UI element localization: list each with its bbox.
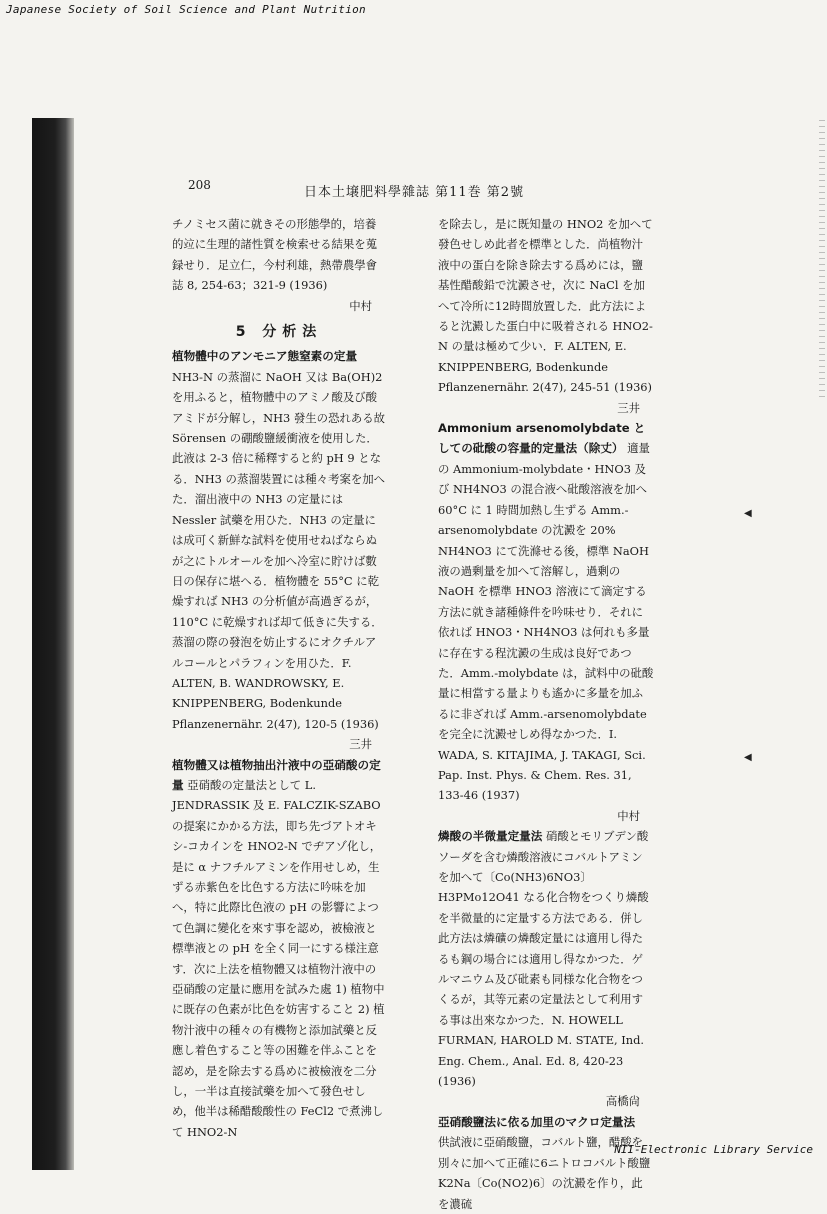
author-initial: 中村: [617, 808, 640, 823]
article-potassium: [438, 1112, 654, 1214]
author-initial: 高橋尙: [605, 1094, 640, 1109]
left-column: [172, 214, 386, 1142]
scan-shadow-edge: [32, 118, 74, 1170]
margin-arrow-icon: ◀: [744, 508, 752, 519]
article-heading: 植物體中のアンモニア態窒素の定量: [172, 349, 358, 364]
article-body: 供試液に亞硝酸鹽，コバルト鹽，醋酸を別々に加へて正確に6ニトロコバルト酸鹽 K2Na〔Co(NO2)6〕の沈澱を作り，此を濃硫: [438, 1135, 651, 1211]
continuation-paragraph: [172, 214, 386, 316]
margin-arrow-icon: ◀: [744, 752, 752, 763]
archive-banner: Japanese Society of Soil Science and Plant Nutrition: [6, 3, 366, 16]
right-column: [438, 214, 654, 1214]
article-body: 適量の Ammonium-molybdate・HNO3 及び NH4NO3 の混合液へ砒酸溶液を加へ 60°C に 1 時間加熱し生ずる Amm.-arsenomolybdate の沈澱を 20% NH4NO3 にて洗滌せる後，標準 NaOH 液の過剰量を加へて溶解し，過剰の NaOH を標準 HNO3 溶液にて滴定する方法に就き諸種條件を吟味せり．それに依れば HNO3・NH4NO3 は何れも多量に存在する程沈澱の生成は良好であつた．Amm.-molybdate は，試料中の砒酸量に相當する量よりも遙かに多量を加ふるに非ざれば Amm.-arsenomolybdate を完全に沈澱せしめ得なかつた．I. WADA, S. KITAJIMA, J. TAKAGI, Sci. Pap. Inst. Phys. & Chem. Res. 31, 133-46 (1937): [438, 441, 654, 803]
author-initial: 中村: [349, 298, 372, 313]
article-ammonia: [172, 346, 386, 754]
article-heading: Ammonium arsenomolybdate としての砒酸の容量的定量法（除丈）: [438, 421, 646, 456]
article-arsenate: [438, 418, 654, 826]
section-title: 5 分析法: [235, 324, 323, 341]
article-heading: 燐酸の半微量定量法: [438, 829, 543, 844]
article-phosphate: [438, 826, 654, 1112]
running-head: 日本土壌肥料學雜誌 第11巻 第2號: [304, 185, 525, 200]
library-banner: NII-Electronic Library Service: [614, 1143, 813, 1156]
article-heading: 亞硝酸鹽法に依る加里のマクロ定量法: [438, 1114, 636, 1129]
article-body: NH3-N の蒸溜に NaOH 又は Ba(OH)2 を用ふると，植物體中のアミノ酸及び酸アミドが分解し，NH3 發生の恐れある故 Sörensen の硼酸鹽緩衝液を使用した．此液は 2-3 倍に稀釋すると約 pH 9 となる．NH3 の蒸溜裝置には種々考案を加へた．溜出液中の NH3 の定量には Nessler 試藥を用ひた．NH3 の定量には成可く新鮮な試料を使用せねばならぬが之にトルオールを加へ冷室に貯けば數日の保存に堪へる．植物體を 55°C に乾燥すれば NH3 の分析値が高過ぎるが，110°C に乾燥すれば却て低きに失する．蒸溜の際の發泡を妨止するにオクチルアルコールとパラフィンを用ひた．F. ALTEN, B. WANDROWSKY, E. KNIPPENBERG, Bodenkunde Pflanzenernähr. 2(47), 120-5 (1936): [172, 369, 386, 731]
article-body: 亞硝酸の定量法として L. JENDRASSIK 及 E. FALCZIK-SZABO の提案にかかる方法，即ち先づアトオキシ-コカインを HNO2-N でヂアゾ化し，是に α ナフチルアミンを作用せしめ，生ずる赤紫色を比色する方法に吟味を加へ，特に此際比色液の pH の影響によつて色調に變化を來す事を認め，被檢液と標準液との pH を全く同一にする様注意す．次に上法を植物體又は植物汁液中の亞硝酸の定量に應用を試みた處 1) 植物中に既存の色素が比色を妨害すること 2) 植物汁液中の種々の有機物と添加試藥と反應し着色すること等の困難を伴ふことを認め，是を除去する爲めに被檢液を二分し，一半は直接試藥を加へて發色せしめ，他半は稀醋酸酸性の FeCl2 で煮沸して HNO2-N: [172, 777, 385, 1139]
article-nitrite: [172, 755, 386, 1143]
article-heading: 植物體又は植物抽出汁液中の亞硝酸の定量: [172, 757, 381, 792]
continuation-paragraph: [438, 214, 654, 418]
author-initial: 三井: [617, 400, 640, 415]
author-initial: 三井: [349, 737, 372, 752]
continuation-text: チノミセス菌に就きその形態學的，培養的竝に生理的諸性質を検索せる結果を蒐録せり．足立仁，今村利雄，熱帶農學會誌 8, 254-63；321-9 (1936): [172, 217, 378, 293]
scan-noise-mark: [819, 120, 825, 400]
page-number: 208: [188, 178, 211, 192]
article-body: 硝酸とモリブデン酸ソーダを含む燐酸溶液にコバルトアミンを加へて〔Co(NH3)6NO3〕H3PMo12O41 なる化合物をつくり燐酸を半微量的に定量する方法である．併し此方法は燐礦の燐酸定量には適用し得たるも鋼の場合には適用し得なかつた．ゲルマニウム及び砒素も同様な化合物をつくるが，其等元素の定量法として利用する事は出來なかつた．N. HOWELL FURMAN, HAROLD M. STATE, Ind. Eng. Chem., Anal. Ed. 8, 420-23 (1936): [438, 829, 649, 1089]
continuation-text: を除去し，是に既知量の HNO2 を加へて發色せしめ此者を標準とした．尚植物汁液中の蛋白を除き除去する爲めには，鹽基性醋酸鉛で沈澱させ，次に NaCl を加へて冷所に12時間放置した．此方法によると沈澱した蛋白中に吸着される HNO2-N の量は極めて少い．F. ALTEN, E. KNIPPENBERG, Bodenkunde Pflanzenernähr. 2(47), 245-51 (1936): [438, 217, 653, 395]
